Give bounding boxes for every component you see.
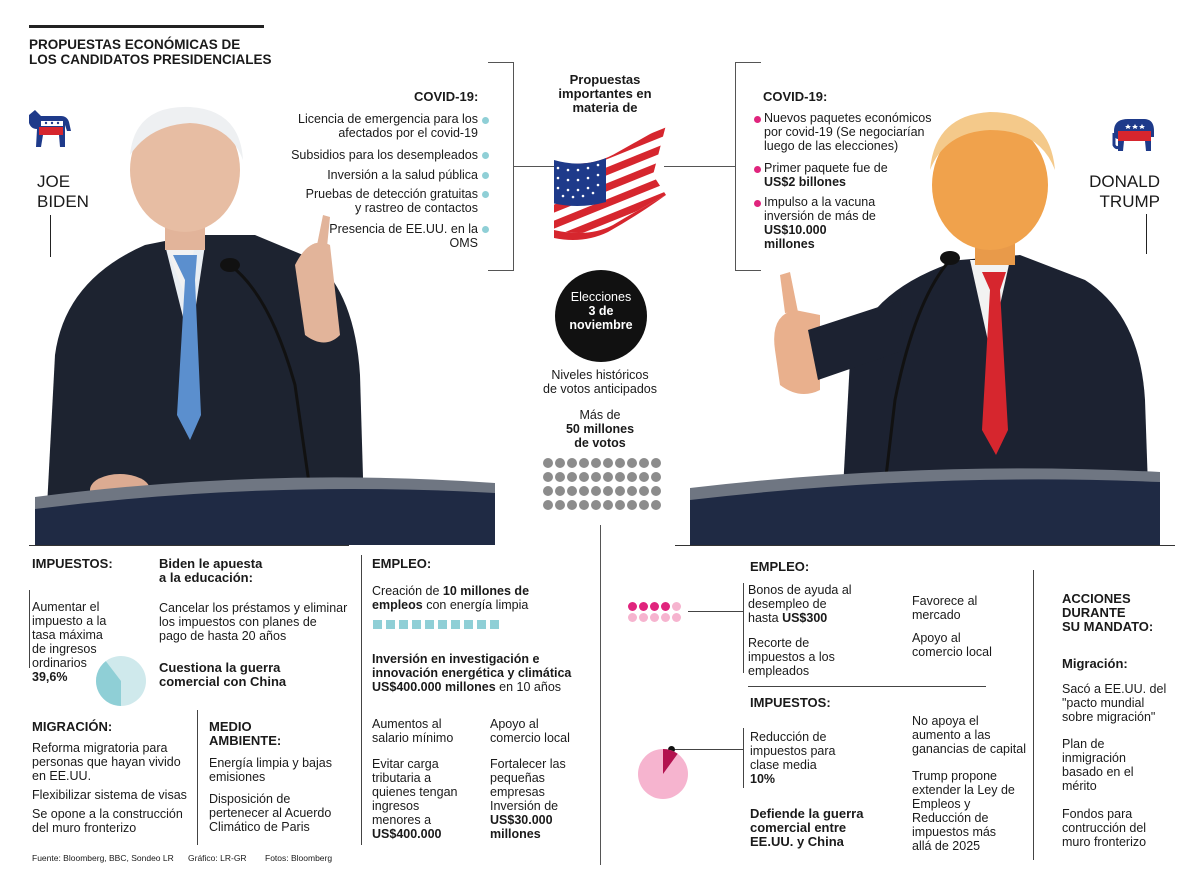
vote-dot: [543, 500, 553, 510]
job-dot: [672, 613, 681, 622]
vote-dot: [603, 472, 613, 482]
vote-dot: [615, 486, 625, 496]
biden-jobs-item: Evitar carga tributaria a quienes tengan ingresos menores a US$400.000: [372, 757, 458, 841]
vote-dot: [567, 472, 577, 482]
job-dot: [672, 602, 681, 611]
trump-name-line: [1146, 214, 1147, 254]
bullet-dot: [482, 172, 489, 179]
vote-dot: [567, 486, 577, 496]
job-square: [490, 620, 499, 629]
biden-illustration: [25, 95, 510, 545]
job-dot: [661, 602, 670, 611]
vote-dot: [579, 500, 589, 510]
trump-action-item: Fondos para contrucción del muro fronterizo: [1062, 807, 1147, 849]
us-flag-icon: [548, 120, 668, 250]
vote-dot: [555, 500, 565, 510]
bullet-dot: [482, 152, 489, 159]
vote-dot: [567, 500, 577, 510]
biden-name-line: [50, 215, 51, 257]
trump-taxes-item: Trump propone extender la Ley de Empleos y Reducción de impuestos más allá de 2025: [912, 769, 1015, 853]
job-square: [464, 620, 473, 629]
biden-covid-bracket-bottom: [488, 270, 514, 271]
biden-covid-title: COVID-19:: [414, 89, 479, 104]
bullet-dot: [482, 226, 489, 233]
biden-jobs-item: Fortalecer las pequeñas empresas Inversión de US$30.000 millones: [490, 757, 566, 841]
vote-dot: [651, 472, 661, 482]
vote-dot: [579, 472, 589, 482]
trump-taxes-item: No apoya el aumento a las ganancias de capital: [912, 714, 1026, 756]
job-square: [425, 620, 434, 629]
bullet-dot: [482, 191, 489, 198]
biden-jobs-squares: [373, 620, 513, 630]
biden-covid-item: Pruebas de detección gratuitas y rastreo de contactos: [305, 187, 478, 215]
trump-actions-divider: [1033, 570, 1034, 860]
biden-covid-item: Presencia de EE.UU. en la OMS: [329, 222, 478, 250]
trump-jobs-title: EMPLEO:: [750, 559, 810, 574]
header-top-rule: [29, 25, 264, 28]
trump-covid-item: Primer paquete fue de US$2 billones: [764, 161, 888, 189]
bullet-dot: [482, 117, 489, 124]
biden-section-rule: [29, 545, 349, 546]
biden-jobs-item: Inversión en investigación e innovación energética y climática US$400.000 millones en 10 años: [372, 652, 572, 694]
biden-migration-divider: [197, 710, 198, 845]
job-dot: [639, 613, 648, 622]
job-dot: [639, 602, 648, 611]
biden-covid-bracket-top: [488, 62, 514, 63]
biden-jobs-title: EMPLEO:: [372, 556, 432, 571]
trump-name: DONALD TRUMP: [1089, 172, 1160, 211]
biden-covid-item: Licencia de emergencia para los afectados por el covid-19: [298, 112, 478, 140]
job-square: [373, 620, 382, 629]
biden-environment-title: MEDIO AMBIENTE:: [209, 719, 282, 748]
center-divider: [600, 525, 601, 865]
trump-covid-item: Nuevos paquetes económicos por covid-19 (Se negociarían luego de las elecciones): [764, 111, 932, 153]
trump-covid-bracket-bottom: [735, 270, 761, 271]
biden-environment-item: Disposición de pertenecer al Acuerdo Climático de Paris: [209, 792, 332, 834]
trump-covid-title: COVID-19:: [763, 89, 828, 104]
job-square: [451, 620, 460, 629]
vote-dot: [615, 458, 625, 468]
vote-dot: [627, 486, 637, 496]
vote-dot: [627, 472, 637, 482]
trump-jobs-item: Recorte de impuestos a los empleados: [748, 636, 835, 678]
biden-education-title: Biden le apuesta a la educación:: [159, 556, 263, 585]
vote-dot: [567, 458, 577, 468]
votes-count-text: Más de 50 millones de votos: [565, 408, 635, 450]
vote-dot: [639, 500, 649, 510]
job-square: [438, 620, 447, 629]
vote-dot: [591, 458, 601, 468]
biden-migration-item: Reforma migratoria para personas que hayan vivido en EE.UU.: [32, 741, 181, 783]
vote-dot: [543, 458, 553, 468]
trump-action-item: Sacó a EE.UU. del "pacto mundial sobre migración": [1062, 682, 1167, 724]
biden-migration-title: MIGRACIÓN:: [32, 719, 113, 734]
biden-taxes-bracket: [29, 590, 30, 668]
trump-action-item: Plan de inmigración basado en el mérito: [1062, 737, 1134, 793]
trump-covid-connector: [664, 166, 736, 167]
vote-dot: [603, 486, 613, 496]
trump-migration-title: Migración:: [1062, 656, 1128, 671]
vote-dot: [591, 486, 601, 496]
job-dot: [661, 613, 670, 622]
trump-taxes-title: IMPUESTOS:: [750, 695, 831, 710]
bullet-dot: [754, 200, 761, 207]
trump-section-divider: [748, 686, 986, 687]
vote-dot: [627, 458, 637, 468]
page-title: PROPUESTAS ECONÓMICAS DE LOS CANDIDATOS PRESIDENCIALES: [29, 37, 272, 67]
job-dot: [650, 613, 659, 622]
bullet-dot: [754, 116, 761, 123]
trump-covid-item: Impulso a la vacuna inversión de más de US$10.000 millones: [764, 195, 876, 251]
vote-dot: [651, 458, 661, 468]
trump-covid-bracket-top: [735, 62, 761, 63]
trump-taxes-bracket: [743, 728, 744, 788]
job-dot: [628, 613, 637, 622]
vote-dot: [615, 472, 625, 482]
early-votes-text: Niveles históricos de votos anticipados: [543, 368, 657, 396]
vote-dots-grid: [543, 458, 663, 518]
job-square: [399, 620, 408, 629]
biden-name: JOE BIDEN: [37, 172, 89, 211]
footer-photos: Fotos: Bloomberg: [265, 853, 333, 863]
center-proposals-title: Propuestas importantes en materia de: [558, 72, 652, 115]
vote-dot: [555, 472, 565, 482]
vote-dot: [579, 486, 589, 496]
biden-taxes-pie: [95, 655, 147, 712]
job-square: [477, 620, 486, 629]
trump-taxes-item: Defiende la guerra comercial entre EE.UU. y China: [750, 806, 864, 849]
job-square: [386, 620, 395, 629]
trump-jobs-item: Apoyo al comercio local: [912, 631, 992, 659]
trump-covid-bracket: [735, 62, 736, 270]
vote-dot: [579, 458, 589, 468]
biden-covid-item: Inversión a la salud pública: [327, 168, 478, 182]
vote-dot: [651, 500, 661, 510]
trump-jobs-bracket: [743, 583, 744, 673]
vote-dot: [591, 472, 601, 482]
vote-dot: [639, 472, 649, 482]
trump-taxes-pie: [637, 748, 689, 805]
trump-jobs-connector: [688, 611, 743, 612]
vote-dot: [603, 500, 613, 510]
biden-jobs-item: Creación de 10 millones de empleos con energía limpia: [372, 584, 530, 612]
biden-china-text: Cuestiona la guerra comercial con China: [159, 660, 287, 689]
footer-source: Fuente: Bloomberg, BBC, Sondeo LR: [32, 853, 174, 863]
trump-actions-title: ACCIONES DURANTE SU MANDATO:: [1062, 591, 1154, 634]
biden-education-text: Cancelar los préstamos y eliminar los impuestos con planes de pago de hasta 20 años: [159, 601, 348, 643]
elections-badge: Elecciones 3 de noviembre: [555, 270, 647, 362]
vote-dot: [543, 486, 553, 496]
vote-dot: [555, 486, 565, 496]
biden-jobs-divider: [361, 555, 362, 845]
vote-dot: [591, 500, 601, 510]
biden-migration-item: Flexibilizar sistema de visas: [32, 788, 187, 802]
bullet-dot: [754, 166, 761, 173]
biden-taxes-title: IMPUESTOS:: [32, 556, 113, 571]
biden-covid-item: Subsidios para los desempleados: [291, 148, 478, 162]
job-dot: [628, 602, 637, 611]
vote-dot: [627, 500, 637, 510]
biden-environment-item: Energía limpia y bajas emisiones: [209, 756, 332, 784]
biden-jobs-item: Apoyo al comercio local: [490, 717, 570, 745]
trump-taxes-item: Reducción de impuestos para clase media 10%: [750, 730, 836, 786]
vote-dot: [615, 500, 625, 510]
job-square: [412, 620, 421, 629]
biden-taxes-text: Aumentar el impuesto a la tasa máxima de ingresos ordinarios 39,6%: [32, 600, 107, 684]
biden-photo: [25, 95, 510, 545]
footer-graphic: Gráfico: LR-GR: [188, 853, 247, 863]
vote-dot: [603, 458, 613, 468]
vote-dot: [555, 458, 565, 468]
biden-jobs-item: Aumentos al salario mínimo: [372, 717, 454, 745]
vote-dot: [543, 472, 553, 482]
job-dot: [650, 602, 659, 611]
vote-dot: [639, 458, 649, 468]
vote-dot: [651, 486, 661, 496]
vote-dot: [639, 486, 649, 496]
elephant-icon: [1110, 113, 1156, 153]
trump-section-rule: [675, 545, 1175, 546]
biden-migration-item: Se opone a la construcción del muro fronterizo: [32, 807, 183, 835]
trump-jobs-item: Bonos de ayuda al desempleo de hasta US$300: [748, 583, 852, 625]
donkey-icon: [27, 107, 73, 149]
trump-jobs-dots: [628, 602, 688, 624]
trump-jobs-item: Favorece al mercado: [912, 594, 978, 622]
